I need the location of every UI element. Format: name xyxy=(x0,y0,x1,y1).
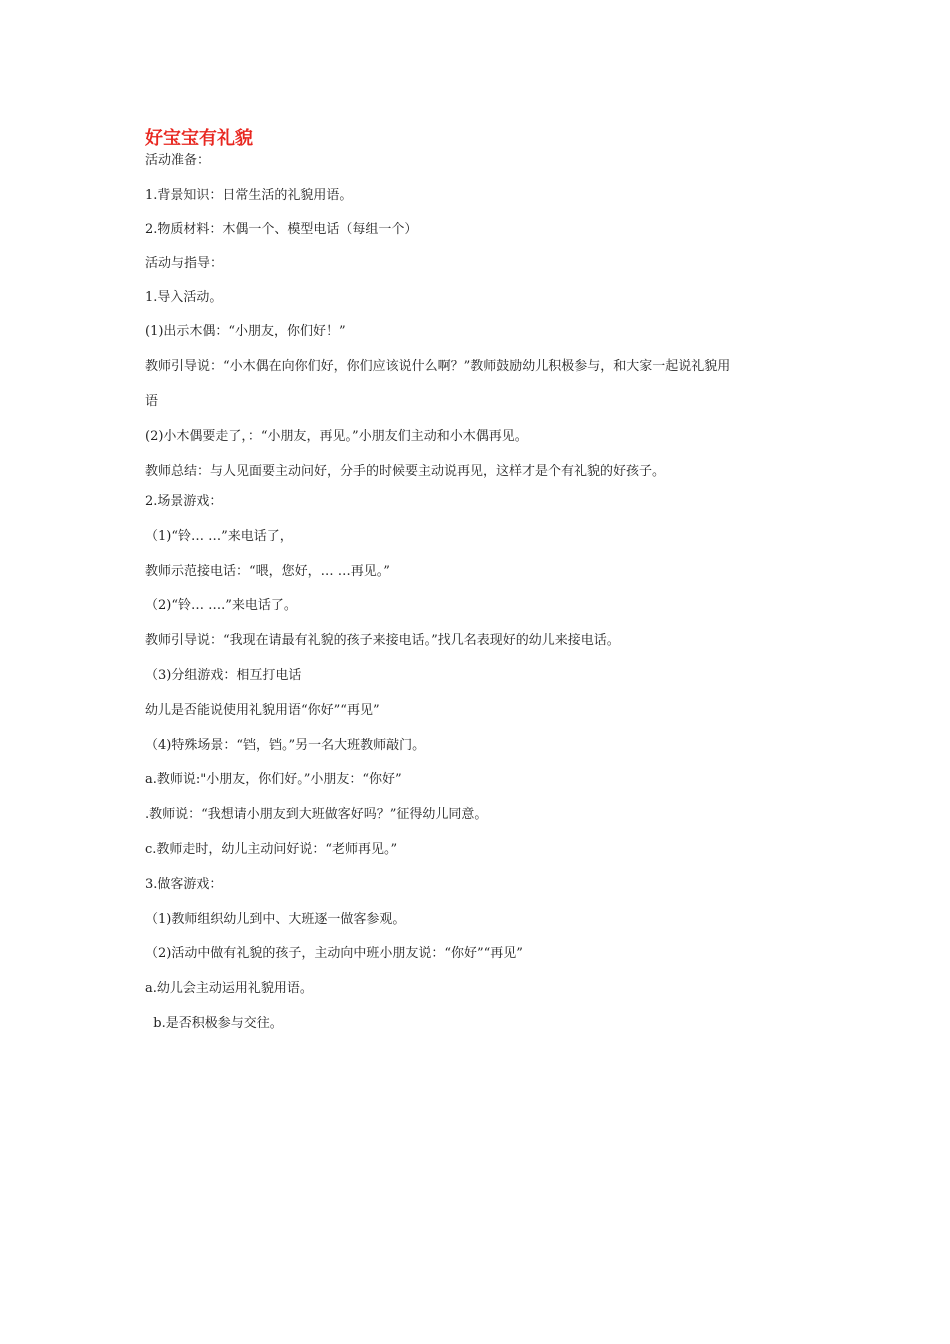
text-line: 活动与指导： xyxy=(145,256,224,271)
text-line: （1)教师组织幼儿到中、大班逐一做客参观。 xyxy=(145,912,406,927)
document-title: 好宝宝有礼貌 xyxy=(145,128,253,149)
text-line: 1.背景知识：日常生活的礼貌用语。 xyxy=(145,188,353,203)
text-line: 教师引导说：“小木偶在向你们好，你们应该说什么啊？”教师鼓励幼儿积极参与，和大家一起说礼貌用 xyxy=(145,359,731,374)
text-line: (1)出示木偶：“小朋友，你们好！” xyxy=(145,324,346,339)
text-line: 教师引导说：“我现在请最有礼貌的孩子来接电话。”找几名表现好的幼儿来接电话。 xyxy=(145,633,620,648)
text-line: c.教师走时，幼儿主动问好说：“老师再见。” xyxy=(145,842,398,857)
text-line: 幼儿是否能说使用礼貌用语“你好”“再见” xyxy=(145,703,380,718)
text-line: （2)活动中做有礼貌的孩子，主动向中班小朋友说：“你好”“再见” xyxy=(145,946,523,961)
text-line: .教师说：“我想请小朋友到大班做客好吗？”征得幼儿同意。 xyxy=(145,807,488,822)
text-line: （4)特殊场景：“铛，铛。”另一名大班教师敲门。 xyxy=(145,738,426,753)
text-line: b.是否积极参与交往。 xyxy=(145,1016,283,1031)
text-line: （2)“铃… ….”来电话了。 xyxy=(145,598,297,613)
text-line: 教师总结：与人见面要主动问好，分手的时候要主动说再见，这样才是个有礼貌的好孩子。 xyxy=(145,464,666,479)
text-line: 活动准备： xyxy=(145,153,211,168)
text-line: 3.做客游戏： xyxy=(145,877,223,892)
text-line: 语 xyxy=(145,394,159,409)
text-line: (2)小木偶要走了，：“小朋友，再见。”小朋友们主动和小木偶再见。 xyxy=(145,429,528,444)
text-line: 1.导入活动。 xyxy=(145,290,223,305)
text-line: a.幼儿会主动运用礼貌用语。 xyxy=(145,981,313,996)
text-line: 2.物质材料：木偶一个、模型电话（每组一个） xyxy=(145,222,418,237)
text-line: 教师示范接电话：“喂，您好，… …再见。” xyxy=(145,564,390,579)
text-line: （3)分组游戏：相互打电话 xyxy=(145,668,302,683)
text-line: （1)“铃… …”来电话了， xyxy=(145,529,293,544)
text-line: a.教师说:"小朋友，你们好。”小朋友：“你好” xyxy=(145,772,402,787)
text-line: 2.场景游戏： xyxy=(145,494,223,509)
